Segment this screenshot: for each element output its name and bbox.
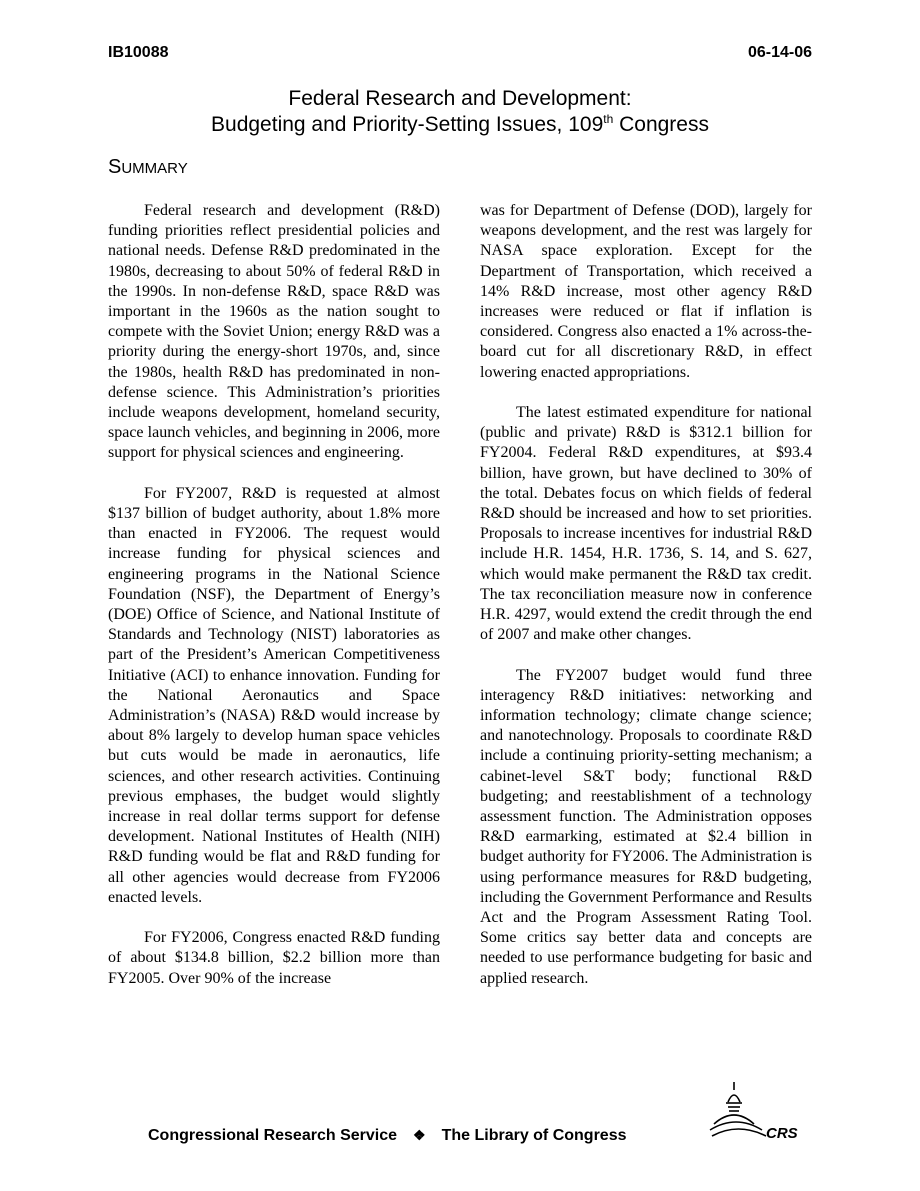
paragraph-right-3: The FY2007 budget would fund three interagency R&D initiatives: networking and information technology; climate change science; and nanotechnology. Proposals to coordinate R&D include a continuing priority-setting mechanism; a cabinet-level S&T body; functional R&D budgeting; and reestablishment of a technology assessment function. The Administration opposes R&D earmarking, estimated at $2.4 billion in budget authority for FY2006. The Administration is using performance measures for R&D budgeting, including the Government Performance and Results Act and the Program Assessment Rating Tool. Some critics say better data and concepts are needed to use performance budgeting for basic and applied research. (480, 666, 812, 987)
title-line-2-main: Budgeting and Priority-Setting Issues, 109 (211, 113, 604, 136)
section-heading-summary (108, 156, 188, 179)
paragraph-left-2: For FY2007, R&D is requested at almost $137 billion of budget authority, about 1.8% more than enacted in FY2006. The request would increase funding for physical sciences and engineering programs in the National Science Foundation (NSF), the Department of Energy’s (DOE) Office of Science, and National Institute of Standards and Technology (NIST) laboratories as part of the President’s American Competitiveness Initiative (ACI) to enhance innovation. Funding for the National Aeronautics and Space Administration’s (NASA) R&D would increase by about 8% largely to develop human space vehicles but cuts would be made in aeronautics, life sciences, and other research activities. Continuing previous emphases, the budget would slightly increase in real dollar terms support for defense development. National Institutes of Health (NIH) R&D funding would be flat and R&D funding for all other agencies would decrease from FY2006 enacted levels. (108, 484, 440, 906)
footer (148, 1127, 627, 1145)
crs-capitol-logo-icon (708, 1080, 808, 1144)
left-column (108, 201, 440, 1009)
summary-initial: S (108, 156, 122, 178)
footer-org: Congressional Research Service (148, 1127, 398, 1144)
paragraph-left-3: For FY2006, Congress enacted R&D funding of about $134.8 billion, $2.2 billion more than FY2005. Over 90% of the increase (108, 929, 440, 987)
title-line-2 (0, 112, 920, 138)
title-superscript: th (603, 112, 614, 126)
title-line-2-end: Congress (613, 113, 709, 136)
summary-rest: UMMARY (121, 160, 188, 177)
report-id: IB10088 (108, 44, 169, 61)
paragraph-right-2: The latest estimated expenditure for national (public and private) R&D is $312.1 billion for FY2004. Federal R&D expenditures, at $93.4 billion, have grown, but have declined to 30% of the total. Debates focus on which fields of federal R&D should be increased and how to set priorities. Proposals to increase incentives for industrial R&D include H.R. 1454, H.R. 1736, S. 14, and S. 627, which would make permanent the R&D tax credit. The tax reconciliation measure now in conference H.R. 4297, would extend the credit through the end of 2007 and make other changes. (480, 404, 812, 644)
paragraph-left-1: Federal research and development (R&D) funding priorities reflect presidential policies and national needs. Defense R&D predominated in the 1980s, decreasing to about 50% of federal R&D in the 1990s. In non-defense R&D, space R&D was important in the 1960s as the nation sought to compete with the Soviet Union; energy R&D was a priority during the energy-short 1970s, and, since the 1980s, health R&D has predominated in non-defense science. This Administration’s priorities include weapons development, homeland security, space launch vehicles, and beginning in 2006, more support for physical sciences and engineering. (108, 202, 440, 462)
right-column (480, 201, 812, 1009)
title-line-1: Federal Research and Development: (288, 87, 632, 110)
report-date: 06-14-06 (747, 44, 812, 61)
footer-library: The Library of Congress (441, 1127, 627, 1144)
page-title (0, 86, 920, 138)
paragraph-right-1: was for Department of Defense (DOD), largely for weapons development, and the rest was largely for NASA space exploration. Except for the Department of Transportation, which received a 14% R&D increase, most other agency R&D increases were reduced or flat if inflation is considered. Congress also enacted a 1% across-the-board cut for all discretionary R&D, in effect lowering enacted appropriations. (480, 202, 812, 381)
crs-logo-text: CRS (766, 1125, 798, 1142)
footer-separator: ❖ (413, 1127, 426, 1143)
